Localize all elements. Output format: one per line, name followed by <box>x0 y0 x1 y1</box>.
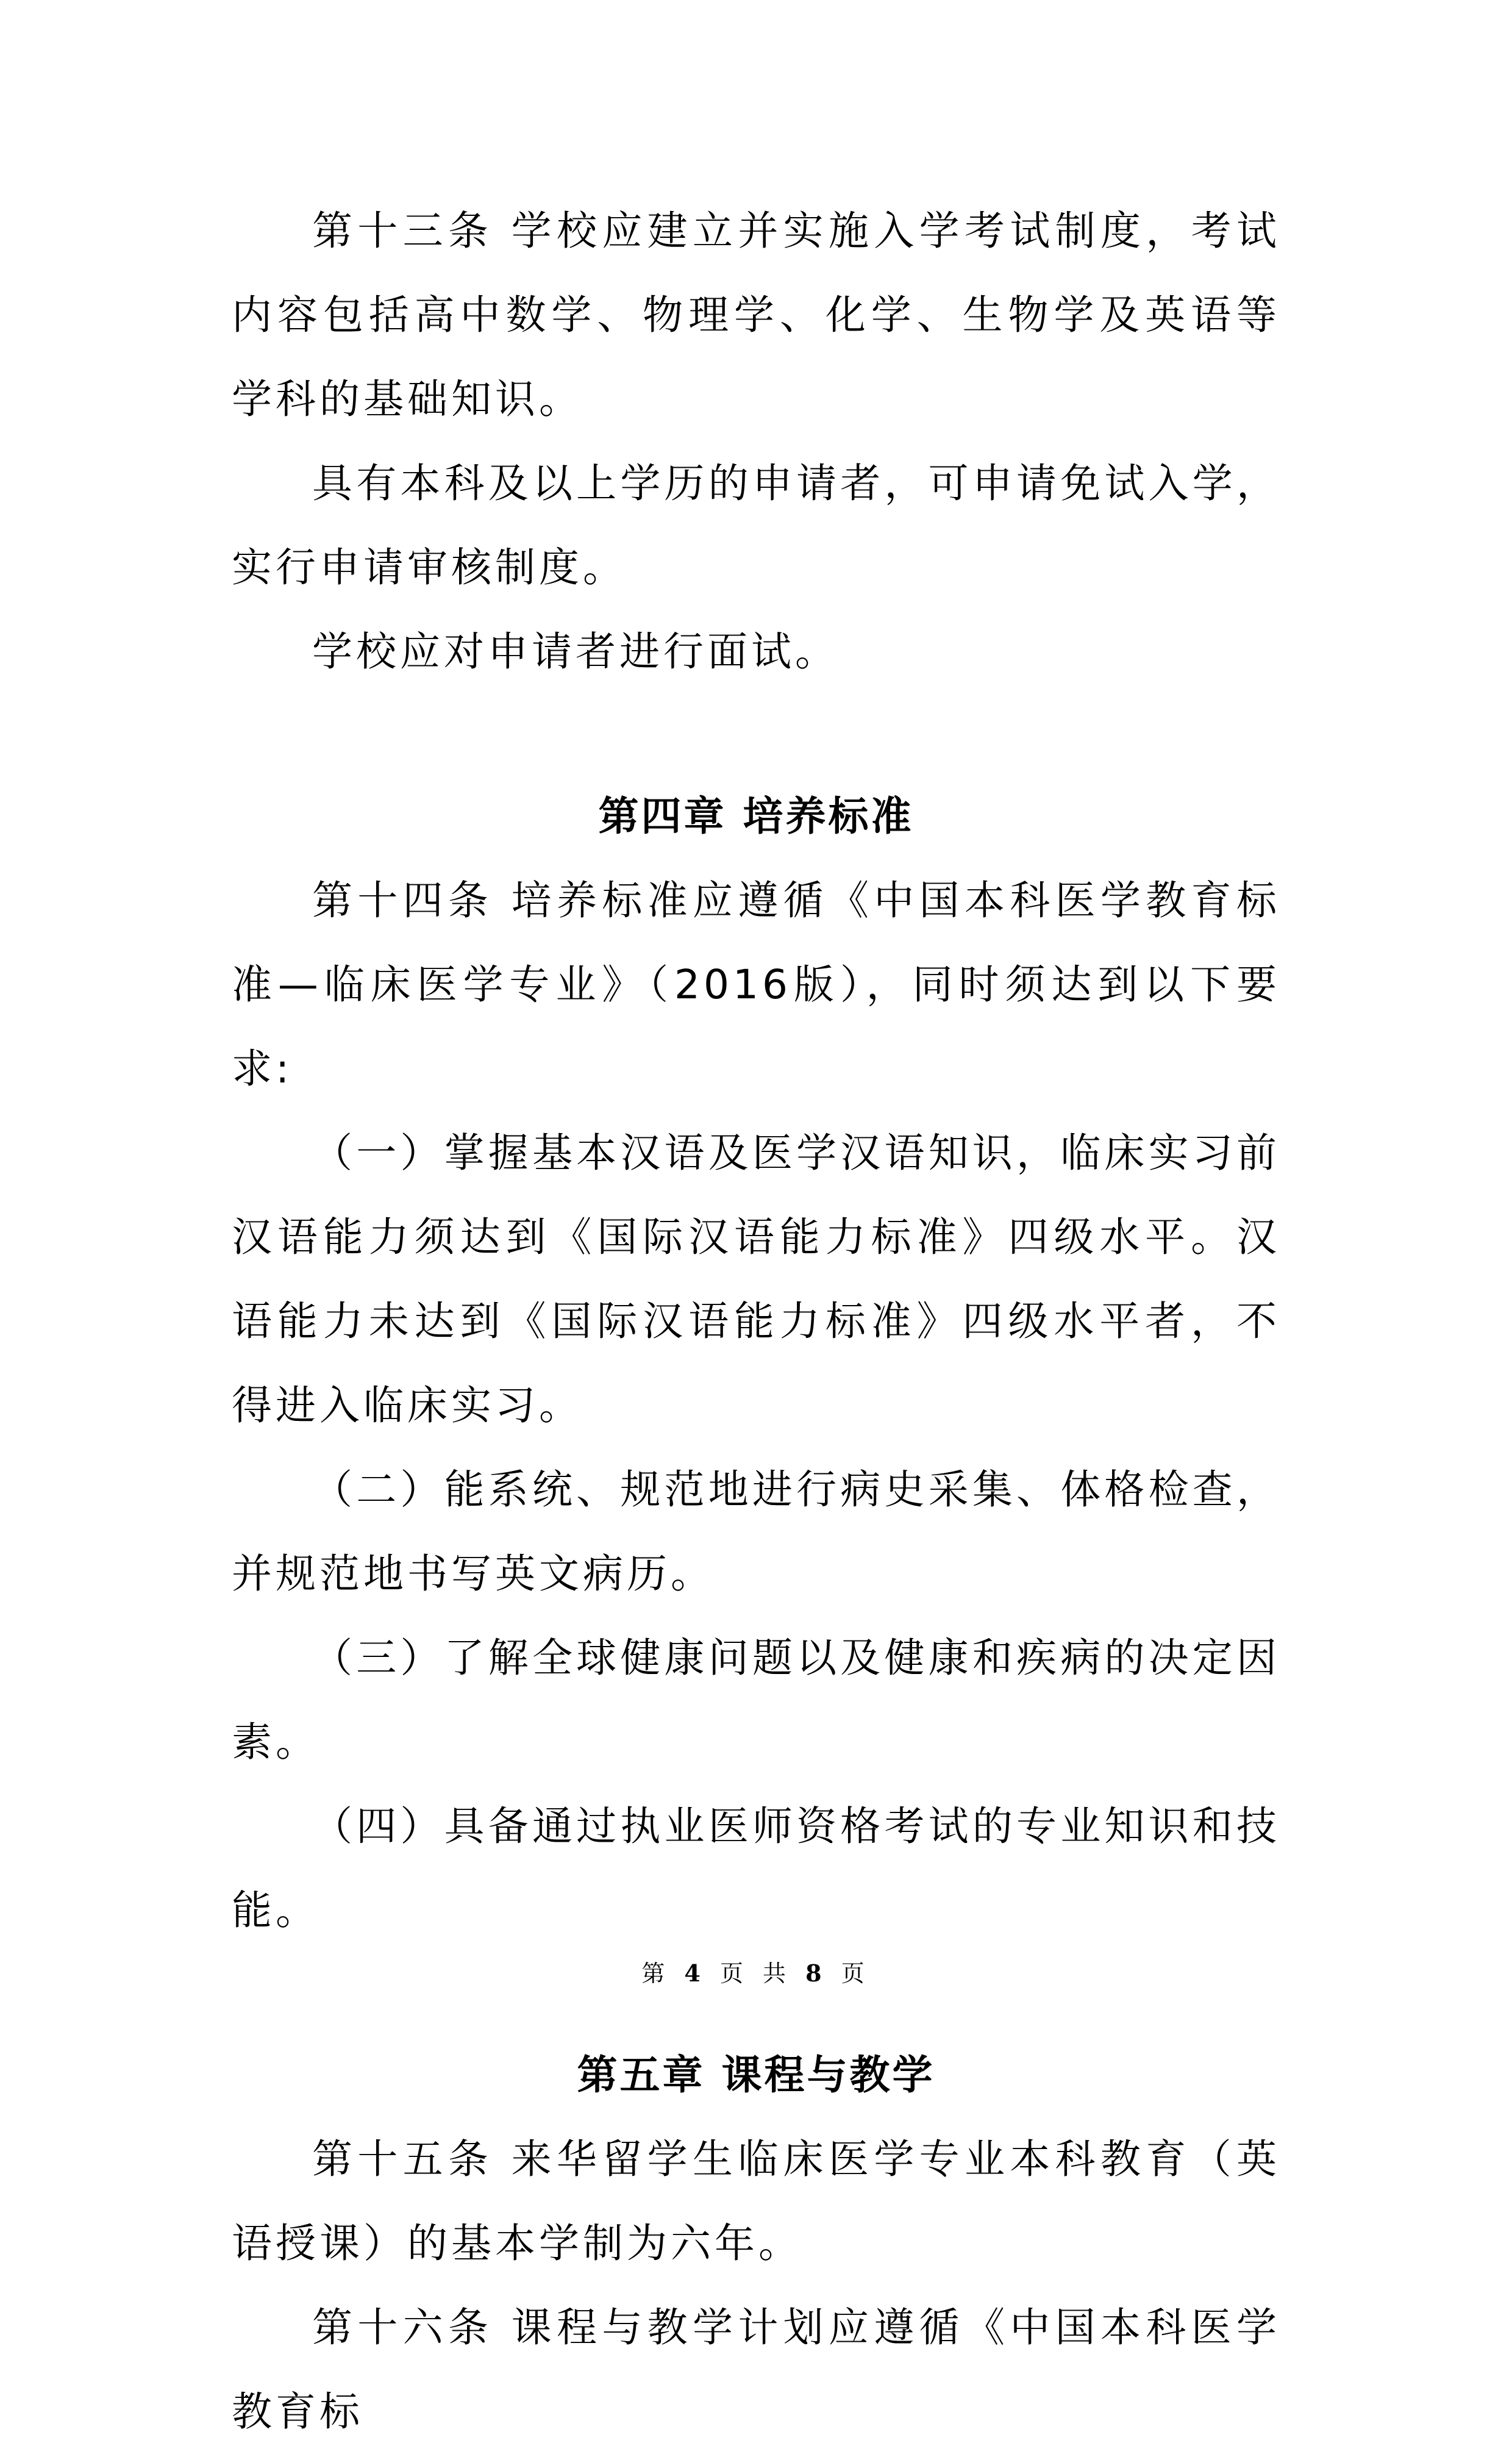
article-13-paragraph: 第十三条 学校应建立并实施入学考试制度，考试内容包括高中数学、物理学、化学、生物学及英语等学科的基础知识。 <box>232 207 1280 423</box>
requirement-3-paragraph: （三）了解全球健康问题以及健康和疾病的决定因素。 <box>232 1634 1280 1765</box>
interview-paragraph: 学校应对申请者进行面试。 <box>312 628 839 675</box>
page-content <box>232 189 1280 2454</box>
requirement-1-paragraph: （一）掌握基本汉语及医学汉语知识，临床实习前汉语能力须达到《国际汉语能力标准》四级水平。汉语能力未达到《国际汉语能力标准》四级水平者，不得进入临床实习。 <box>232 1129 1280 1429</box>
article-14-paragraph: 第十四条 培养标准应遵循《中国本科医学教育标准—临床医学专业》（2016版），同时须达到以下要求: <box>232 877 1280 1092</box>
page-footer <box>0 1955 1512 1988</box>
requirement-4-paragraph: （四）具备通过执业医师资格考试的专业知识和技能。 <box>232 1803 1280 1934</box>
footer-page-number: 4 <box>684 1959 707 1987</box>
footer-prefix: 第 <box>641 1960 671 1987</box>
footer-total-pages: 8 <box>805 1959 828 1987</box>
footer-suffix: 页 <box>841 1960 871 1987</box>
article-15-paragraph: 第十五条 来华留学生临床医学专业本科教育（英语授课）的基本学制为六年。 <box>232 2136 1280 2267</box>
requirement-2-paragraph: （二）能系统、规范地进行病史采集、体格检查，并规范地书写英文病历。 <box>232 1466 1280 1597</box>
article-16-paragraph: 第十六条 课程与教学计划应遵循《中国本科医学教育标 <box>232 2304 1280 2435</box>
exemption-paragraph: 具有本科及以上学历的申请者，可申请免试入学，实行申请审核制度。 <box>232 460 1280 591</box>
footer-middle: 页 共 <box>719 1960 793 1987</box>
chapter-4-heading: 第四章 培养标准 <box>598 793 914 840</box>
chapter-5-heading: 第五章 课程与教学 <box>577 2052 935 2098</box>
